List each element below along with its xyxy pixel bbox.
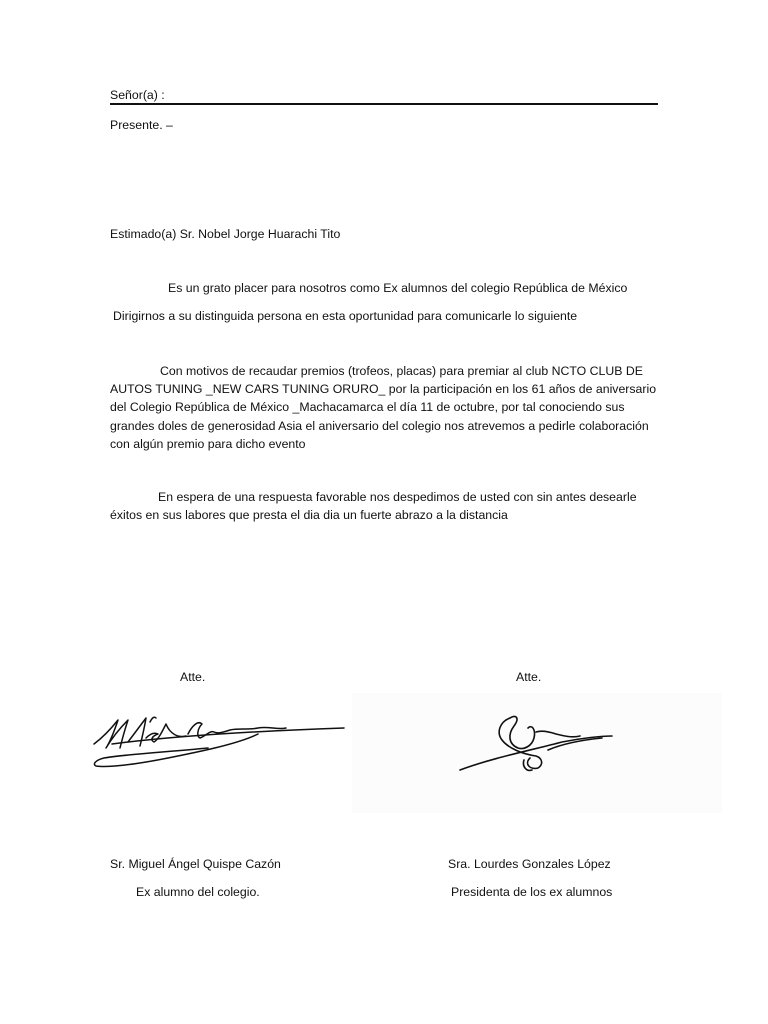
presente-line: Presente. –	[110, 118, 173, 132]
right-signer-role: Presidenta de los ex alumnos	[451, 885, 613, 899]
left-signer-role: Ex alumno del colegio.	[136, 885, 260, 899]
greeting: Estimado(a) Sr. Nobel Jorge Huarachi Tito	[110, 227, 341, 241]
salutation-label: Señor(a) :	[110, 88, 165, 102]
request-paragraph-text: Con motivos de recaudar premios (trofeos, placas) para premiar al club NCTO CLUB DE AUTOS TUNING _NEW CARS TUNING ORURO_ por la participación en los 61 años de aniversario del Colegio República de México _Machacamarca el día 11 de octubre, por tal conociendo sus grandes doles de generosidad Asia el aniversario del colegio nos atrevemos a pedirle colaboración con algún premio para dicho evento	[110, 364, 657, 451]
intro-line-1: Es un grato placer para nosotros como Ex alumnos del colegio República de México	[168, 281, 628, 295]
left-signer-name: Sr. Miguel Ángel Quispe Cazón	[110, 857, 281, 871]
closing-paragraph	[110, 488, 666, 524]
right-closing: Atte.	[516, 670, 542, 684]
right-handwritten-signature	[452, 710, 618, 776]
left-closing: Atte.	[180, 670, 206, 684]
intro-line-2: Dirigirnos a su distinguida persona en esta oportunidad para comunicarle lo siguiente	[113, 309, 578, 323]
left-handwritten-signature	[88, 708, 350, 776]
addressee-line	[110, 103, 658, 105]
right-signer-name: Sra. Lourdes Gonzales López	[448, 857, 611, 871]
closing-paragraph-text: En espera de una respuesta favorable nos despedimos de usted con sin antes desearle éxitos en sus labores que presta el dia dia un fuerte abrazo a la distancia	[110, 490, 637, 523]
request-paragraph	[110, 362, 660, 453]
